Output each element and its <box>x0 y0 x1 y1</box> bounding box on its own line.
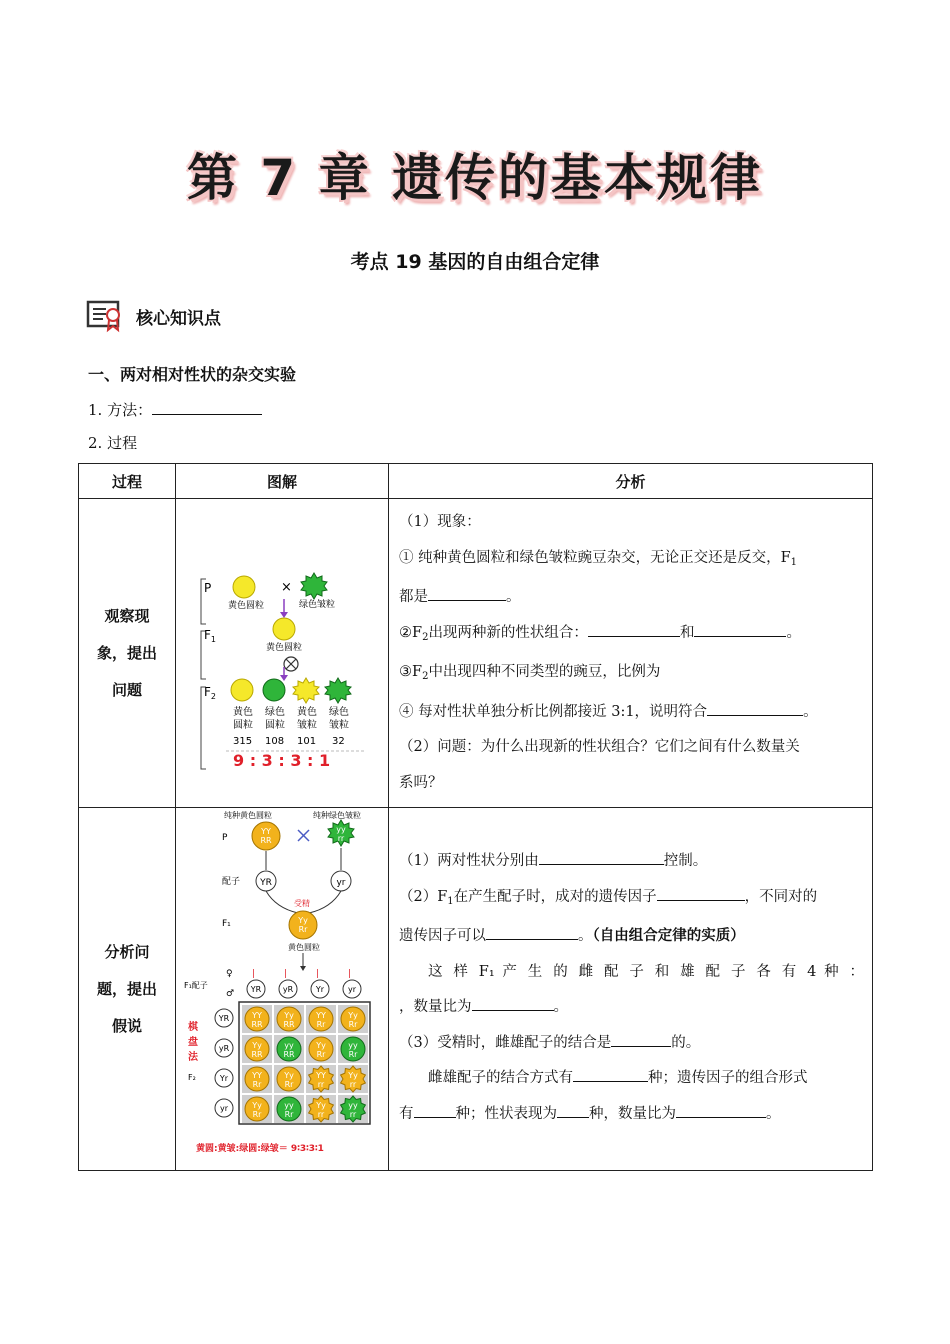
genotype-text: Yy <box>316 1041 326 1050</box>
analysis-line: 遗传因子可以 。（自由组合定律的实质） <box>399 919 864 955</box>
fertilization-label: 受精 <box>294 899 310 908</box>
method-blank[interactable] <box>152 399 262 415</box>
cross-diagram <box>176 499 386 784</box>
row-gametes <box>215 1009 233 1117</box>
f1-phenotype-label: 黄色圆粒 <box>288 943 320 952</box>
header-process: 过程 <box>79 464 176 499</box>
genotype-text: Yy <box>284 1071 294 1080</box>
genotype-text: Rr <box>348 1020 358 1029</box>
analysis-line: 雌雄配子的结合方式有 种；遗传因子的组合形式 <box>399 1061 864 1097</box>
answer-blank[interactable] <box>486 924 578 940</box>
genotype-text: yy <box>284 1101 294 1110</box>
f1-label: F₁ <box>222 919 231 929</box>
answer-blank[interactable] <box>694 621 786 637</box>
genotype-text: RR <box>251 1020 263 1029</box>
genotype-text: Yy <box>348 1011 358 1020</box>
answer-blank[interactable] <box>611 1031 671 1047</box>
green-wrinkled-pea <box>301 573 327 599</box>
yellow-round-label: 黄色圆粒 <box>228 601 265 611</box>
answer-blank[interactable] <box>414 1102 456 1118</box>
divider-mark: | <box>316 969 320 979</box>
genotype-text: RR <box>251 1050 263 1059</box>
svg-text:yr: yr <box>347 985 357 994</box>
genotype-text: rr <box>349 1110 357 1119</box>
row-label-line: 象，提出 <box>96 643 157 662</box>
analysis-line: 系吗？ <box>399 774 443 791</box>
cross-sign: × <box>281 580 292 595</box>
genotype-text: YY <box>316 1071 326 1080</box>
experiment-table <box>78 463 873 1171</box>
genotype-text: Rr <box>298 925 308 934</box>
genotype-text: yy <box>348 1101 358 1110</box>
fert-line <box>309 891 341 913</box>
f2-count: 315 <box>233 736 253 747</box>
method-line <box>88 399 262 420</box>
f2-type-label: 绿色 <box>329 707 349 718</box>
header-figure: 图解 <box>176 464 389 499</box>
male-symbol: ♂ <box>226 989 235 999</box>
cross-icon <box>298 830 309 841</box>
analysis-line: $③F_2$中出现四种不同类型的豌豆，比例为 <box>399 664 661 682</box>
column-gametes <box>247 980 361 998</box>
genotype-text: Yy <box>316 1101 326 1110</box>
f2-label: F₂ <box>188 1073 196 1082</box>
genotype-text: Yy <box>348 1071 358 1080</box>
answer-blank[interactable] <box>557 1102 589 1118</box>
svg-text:Yr: Yr <box>219 1074 229 1083</box>
female-symbol: ♀ <box>226 969 233 979</box>
f2-type-label: 黄色 <box>233 707 253 718</box>
genotype-text: rr <box>317 1080 325 1089</box>
answer-blank[interactable] <box>539 849 664 865</box>
analysis-line: 有 种；性状表现为 种，数量比为 。 <box>399 1097 864 1133</box>
section-title: 一、两对相对性状的杂交实验 <box>88 365 297 384</box>
topic-subtitle: 考点 19 基因的自由组合定律 <box>350 251 600 273</box>
analysis-line: ④ 每对性状单独分析比例都接近 3:1，说明符合 。 <box>399 695 864 731</box>
genotype-text: yy <box>348 1041 358 1050</box>
checker-label: 盘 <box>188 1037 198 1048</box>
certificate-icon <box>86 299 126 333</box>
gamete-text: yr <box>336 878 346 888</box>
row-label-line: 分析问 <box>104 942 150 961</box>
genotype-text: yy <box>284 1041 294 1050</box>
genotype-text: rr <box>349 1080 357 1089</box>
pure-yellow-round-label: 纯种黄色圆粒 <box>224 811 272 820</box>
f2-type-label: 黄色 <box>297 707 317 718</box>
ratio-text: 9 : 3 : 3 : 1 <box>233 751 331 770</box>
analysis-line: （1）现象： <box>399 514 481 530</box>
table-row-observe <box>79 499 873 808</box>
answer-blank[interactable] <box>472 995 554 1011</box>
genotype-text: Yy <box>252 1041 262 1050</box>
arrow-down-head <box>280 675 288 681</box>
punnett-diagram <box>176 808 386 1166</box>
answer-blank[interactable] <box>657 885 745 901</box>
analysis-line: （2）问题：为什么出现新的性状组合？它们之间有什么数量关 <box>399 739 800 755</box>
gamete-label: 配子 <box>222 877 241 887</box>
svg-text:yr: yr <box>219 1104 229 1113</box>
f2-type-label: 绿色 <box>265 707 285 718</box>
genotype-text: YY <box>261 827 271 836</box>
answer-blank[interactable] <box>428 585 506 601</box>
yellow-round-pea <box>233 576 255 598</box>
table-header-row <box>79 464 873 499</box>
f2-type-label: 皱粒 <box>329 720 349 731</box>
row-label-line: 假说 <box>111 1016 142 1035</box>
f2-yellow-round-pea <box>231 679 253 701</box>
phenotype-ratio-text: 黄圆:黄皱:绿圆:绿皱＝ 9∶3∶3∶1 <box>196 1144 324 1154</box>
genotype-text: RR <box>283 1020 295 1029</box>
analysis-line: ① 纯种黄色圆粒和绿色皱粒豌豆杂交，无论正交还是反交，$F_1$ <box>399 549 798 568</box>
f2-generation-label: $F_2$ <box>204 685 216 701</box>
genotype-text: YY <box>252 1071 262 1080</box>
genotype-text: Rr <box>316 1020 326 1029</box>
method-label: 1. 方法： <box>88 401 153 419</box>
answer-blank[interactable] <box>573 1066 648 1082</box>
genotype-text: rr <box>337 834 345 843</box>
f2-count: 32 <box>332 736 345 747</box>
f2-yellow-wrinkled-pea <box>293 678 319 703</box>
arrow-down-head <box>280 612 288 618</box>
svg-text:YR: YR <box>250 985 262 994</box>
arrow-head <box>300 966 306 971</box>
answer-blank[interactable] <box>588 621 680 637</box>
core-knowledge-label: 核心知识点 <box>136 308 221 329</box>
checker-label: 棋 <box>188 1022 198 1033</box>
genotype-text: YY <box>252 1011 262 1020</box>
f2-green-round-pea <box>263 679 285 701</box>
divider-mark: | <box>348 969 352 979</box>
gamete-text: YR <box>260 878 272 888</box>
table-row-hypothesis <box>79 808 873 1171</box>
f1-yellow-round-pea <box>273 618 295 640</box>
genotype-text: Rr <box>316 1050 326 1059</box>
genotype-text: Yy <box>252 1101 262 1110</box>
analysis-hypothesis <box>389 808 873 1171</box>
divider-mark: | <box>252 969 256 979</box>
analysis-line: $②F_2$出现两种新的性状组合： 和 。 <box>399 616 864 656</box>
green-wrinkled-label: 绿色皱粒 <box>299 600 336 610</box>
genotype-text: Yy <box>298 916 308 925</box>
analysis-line: ，数量比为 。 <box>399 990 864 1026</box>
row-label-observe <box>79 499 176 808</box>
f2-type-label: 皱粒 <box>297 720 317 731</box>
f2-type-label: 圆粒 <box>233 720 253 731</box>
f1-generation-label: $F_1$ <box>204 628 216 644</box>
row-label-hypothesis <box>79 808 176 1171</box>
header-analysis: 分析 <box>389 464 873 499</box>
svg-text:yR: yR <box>218 1044 230 1053</box>
p-generation-label: P <box>204 581 212 595</box>
svg-text:YR: YR <box>218 1014 230 1023</box>
analysis-line: $(2)F_1$在产生配子时，成对的遗传因子 ，不同对的 <box>399 880 864 920</box>
self-cross-icon <box>284 657 298 671</box>
core-knowledge-header <box>86 298 221 334</box>
f1-gamete-axis-label: F₁配子 <box>184 981 208 990</box>
svg-text:yR: yR <box>282 985 294 994</box>
svg-text:Yr: Yr <box>315 985 325 994</box>
genotype-text: rr <box>317 1110 325 1119</box>
answer-blank[interactable] <box>676 1102 766 1118</box>
genotype-text: Rr <box>252 1110 262 1119</box>
analysis-line: 这 样 F₁ 产 生 的 雌 配 子 和 雄 配 子 各 有 4 种 ： <box>428 963 864 980</box>
checker-label: 法 <box>188 1052 198 1063</box>
genotype-text: yy <box>336 825 346 834</box>
f1-label: 黄色圆粒 <box>266 643 303 653</box>
f2-green-wrinkled-pea <box>325 678 351 703</box>
genotype-text: YY <box>316 1011 326 1020</box>
analysis-line: （1）两对性状分别由 控制。 <box>399 844 864 880</box>
genotype-text: Yy <box>284 1011 294 1020</box>
pure-green-wrinkled-label: 纯种绿色皱粒 <box>313 811 361 820</box>
f2-type-label: 圆粒 <box>265 720 285 731</box>
chapter-title: 第 7 章 遗传的基本规律 <box>186 149 763 207</box>
row-label-line: 题，提出 <box>96 979 157 998</box>
analysis-observe <box>389 499 873 808</box>
genotype-text: RR <box>260 836 272 845</box>
row-label-line: 观察现 <box>104 606 150 625</box>
analysis-line: 都是 。 <box>399 580 864 616</box>
genotype-text: Rr <box>284 1080 294 1089</box>
answer-blank[interactable] <box>707 700 803 716</box>
figure-checkerboard <box>176 808 389 1171</box>
p-label: P <box>222 833 228 843</box>
genotype-text: Rr <box>284 1110 294 1119</box>
figure-cross-experiment <box>176 499 389 808</box>
analysis-line: （3）受精时，雌雄配子的结合是 的。 <box>399 1026 864 1062</box>
genotype-text: RR <box>283 1050 295 1059</box>
row-label-line: 问题 <box>111 680 142 699</box>
genotype-text: Rr <box>252 1080 262 1089</box>
f2-count: 101 <box>297 736 317 747</box>
process-label: 2. 过程 <box>88 434 138 452</box>
divider-mark: | <box>284 969 288 979</box>
genotype-text: Rr <box>348 1050 358 1059</box>
f2-count: 108 <box>265 736 285 747</box>
